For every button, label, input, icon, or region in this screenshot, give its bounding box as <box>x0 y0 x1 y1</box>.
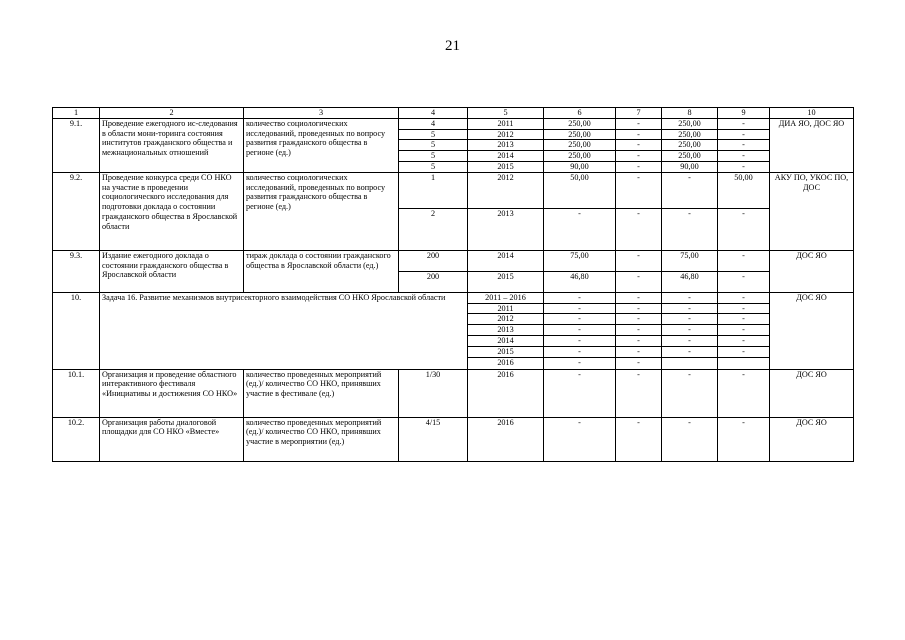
year-cell: 2012 <box>468 172 544 208</box>
year-cell: 2016 <box>468 417 544 461</box>
federal-cell: - <box>616 369 662 417</box>
federal-cell: - <box>616 303 662 314</box>
item-number: 9.2. <box>53 172 100 250</box>
indicator-name: количество социологических исследований, проведенных по вопросу развития гражданского общества в регионе (ед.) <box>244 172 399 250</box>
header-cell: 1 <box>53 108 100 119</box>
federal-cell: - <box>616 250 662 271</box>
total-cell: 75,00 <box>544 250 616 271</box>
task-row <box>53 292 854 303</box>
other-cell: - <box>718 346 770 357</box>
federal-cell: - <box>616 271 662 292</box>
regional-cell: 46,80 <box>662 271 718 292</box>
year-cell: 2011 <box>468 303 544 314</box>
table-row <box>53 118 854 129</box>
event-name: Проведение конкурса среди СО НКО на участие в проведении социологического исследования для подготовки доклада о состоянии гражданского общества в Ярославской области <box>100 172 244 250</box>
page-number: 21 <box>445 38 460 54</box>
other-cell: - <box>718 369 770 417</box>
total-cell: - <box>544 357 616 369</box>
federal-cell: - <box>616 118 662 129</box>
year-cell: 2015 <box>468 161 544 172</box>
indicator-name: тираж доклада о состоянии гражданского общества в Ярославской области (ед.) <box>244 250 399 292</box>
federal-cell: - <box>616 161 662 172</box>
indicator-value: 5 <box>399 161 468 172</box>
year-cell: 2013 <box>468 140 544 151</box>
total-cell: 250,00 <box>544 140 616 151</box>
federal-cell: - <box>616 325 662 336</box>
regional-cell: 90,00 <box>662 161 718 172</box>
other-cell: 50,00 <box>718 172 770 208</box>
federal-cell: - <box>616 335 662 346</box>
year-cell: 2011 <box>468 118 544 129</box>
regional-cell: - <box>662 208 718 250</box>
header-row <box>53 108 854 119</box>
total-cell: - <box>544 346 616 357</box>
federal-cell: - <box>616 140 662 151</box>
other-cell: - <box>718 151 770 162</box>
regional-cell: - <box>662 335 718 346</box>
item-number: 10. <box>53 292 100 369</box>
total-cell: - <box>544 369 616 417</box>
regional-cell <box>662 357 718 369</box>
total-cell: 250,00 <box>544 118 616 129</box>
other-cell: - <box>718 271 770 292</box>
federal-cell: - <box>616 314 662 325</box>
header-cell: 4 <box>399 108 468 119</box>
table-row <box>53 417 854 461</box>
indicator-value: 200 <box>399 271 468 292</box>
event-name: Организация и проведение областного интерактивного фестиваля «Инициативы и достижения СО НКО» <box>100 369 244 417</box>
total-cell: 46,80 <box>544 271 616 292</box>
total-cell: - <box>544 314 616 325</box>
header-cell: 7 <box>616 108 662 119</box>
total-cell: 250,00 <box>544 129 616 140</box>
regional-cell: - <box>662 369 718 417</box>
table-row <box>53 250 854 271</box>
regional-cell: 75,00 <box>662 250 718 271</box>
indicator-name: количество социологических исследований, проведенных по вопросу развития гражданского общества в регионе (ед.) <box>244 118 399 172</box>
program-table <box>52 107 854 462</box>
year-cell: 2014 <box>468 250 544 271</box>
year-cell: 2015 <box>468 346 544 357</box>
federal-cell: - <box>616 417 662 461</box>
header-cell: 5 <box>468 108 544 119</box>
indicator-value: 5 <box>399 140 468 151</box>
regional-cell: - <box>662 292 718 303</box>
total-cell: 250,00 <box>544 151 616 162</box>
event-name: Организация работы диалоговой площадки для СО НКО «Вместе» <box>100 417 244 461</box>
indicator-name: количество проведенных мероприятий (ед.)/ количество СО НКО, принявших участие в фестивале (ед.) <box>244 369 399 417</box>
year-cell: 2016 <box>468 357 544 369</box>
other-cell: - <box>718 161 770 172</box>
total-cell: - <box>544 208 616 250</box>
indicator-value: 2 <box>399 208 468 250</box>
indicator-value: 1/30 <box>399 369 468 417</box>
header-cell: 3 <box>244 108 399 119</box>
item-number: 10.1. <box>53 369 100 417</box>
regional-cell: - <box>662 346 718 357</box>
indicator-value: 5 <box>399 129 468 140</box>
header-cell: 9 <box>718 108 770 119</box>
header-cell: 6 <box>544 108 616 119</box>
regional-cell: 250,00 <box>662 118 718 129</box>
indicator-name: количество проведенных мероприятий (ед.)/ количество СО НКО, принявших участие в мероприятии (ед.) <box>244 417 399 461</box>
task-name: Задача 16. Развитие механизмов внутрисекторного взаимодействия СО НКО Ярославской области <box>100 292 468 369</box>
executor: ДИА ЯО, ДОС ЯО <box>770 118 854 172</box>
event-name: Издание ежегодного доклада о состоянии гражданского общества в Ярославской области <box>100 250 244 292</box>
item-number: 9.1. <box>53 118 100 172</box>
header-cell: 8 <box>662 108 718 119</box>
total-cell: - <box>544 417 616 461</box>
federal-cell: - <box>616 172 662 208</box>
executor: ДОС ЯО <box>770 292 854 369</box>
event-name: Проведение ежегодного ис-следования в области мони-торинга состояния институтов гражданского общества и межнациональных отношений <box>100 118 244 172</box>
table-row <box>53 172 854 208</box>
table-row <box>53 369 854 417</box>
federal-cell: - <box>616 129 662 140</box>
federal-cell: - <box>616 208 662 250</box>
regional-cell: 250,00 <box>662 151 718 162</box>
federal-cell: - <box>616 346 662 357</box>
other-cell: - <box>718 140 770 151</box>
executor: АКУ ПО, УКОС ПО, ДОС <box>770 172 854 250</box>
total-cell: - <box>544 303 616 314</box>
year-cell: 2013 <box>468 208 544 250</box>
other-cell: - <box>718 325 770 336</box>
year-cell: 2016 <box>468 369 544 417</box>
indicator-value: 4/15 <box>399 417 468 461</box>
regional-cell: - <box>662 314 718 325</box>
year-cell: 2011 – 2016 <box>468 292 544 303</box>
other-cell: - <box>718 417 770 461</box>
regional-cell: - <box>662 417 718 461</box>
header-cell: 10 <box>770 108 854 119</box>
item-number: 9.3. <box>53 250 100 292</box>
executor: ДОС ЯО <box>770 250 854 292</box>
regional-cell: - <box>662 303 718 314</box>
item-number: 10.2. <box>53 417 100 461</box>
year-cell: 2015 <box>468 271 544 292</box>
regional-cell: - <box>662 172 718 208</box>
indicator-value: 1 <box>399 172 468 208</box>
year-cell: 2012 <box>468 314 544 325</box>
total-cell: - <box>544 335 616 346</box>
total-cell: 90,00 <box>544 161 616 172</box>
total-cell: - <box>544 325 616 336</box>
other-cell: - <box>718 335 770 346</box>
indicator-value: 4 <box>399 118 468 129</box>
federal-cell: - <box>616 292 662 303</box>
other-cell: - <box>718 303 770 314</box>
year-cell: 2014 <box>468 335 544 346</box>
regional-cell: 250,00 <box>662 129 718 140</box>
indicator-value: 5 <box>399 151 468 162</box>
year-cell: 2014 <box>468 151 544 162</box>
total-cell: - <box>544 292 616 303</box>
executor: ДОС ЯО <box>770 369 854 417</box>
other-cell: - <box>718 118 770 129</box>
other-cell: - <box>718 208 770 250</box>
federal-cell: - <box>616 357 662 369</box>
year-cell: 2013 <box>468 325 544 336</box>
other-cell <box>718 357 770 369</box>
other-cell: - <box>718 250 770 271</box>
total-cell: 50,00 <box>544 172 616 208</box>
header-cell: 2 <box>100 108 244 119</box>
indicator-value: 200 <box>399 250 468 271</box>
executor: ДОС ЯО <box>770 417 854 461</box>
other-cell: - <box>718 314 770 325</box>
regional-cell: 250,00 <box>662 140 718 151</box>
regional-cell: - <box>662 325 718 336</box>
other-cell: - <box>718 292 770 303</box>
year-cell: 2012 <box>468 129 544 140</box>
federal-cell: - <box>616 151 662 162</box>
other-cell: - <box>718 129 770 140</box>
